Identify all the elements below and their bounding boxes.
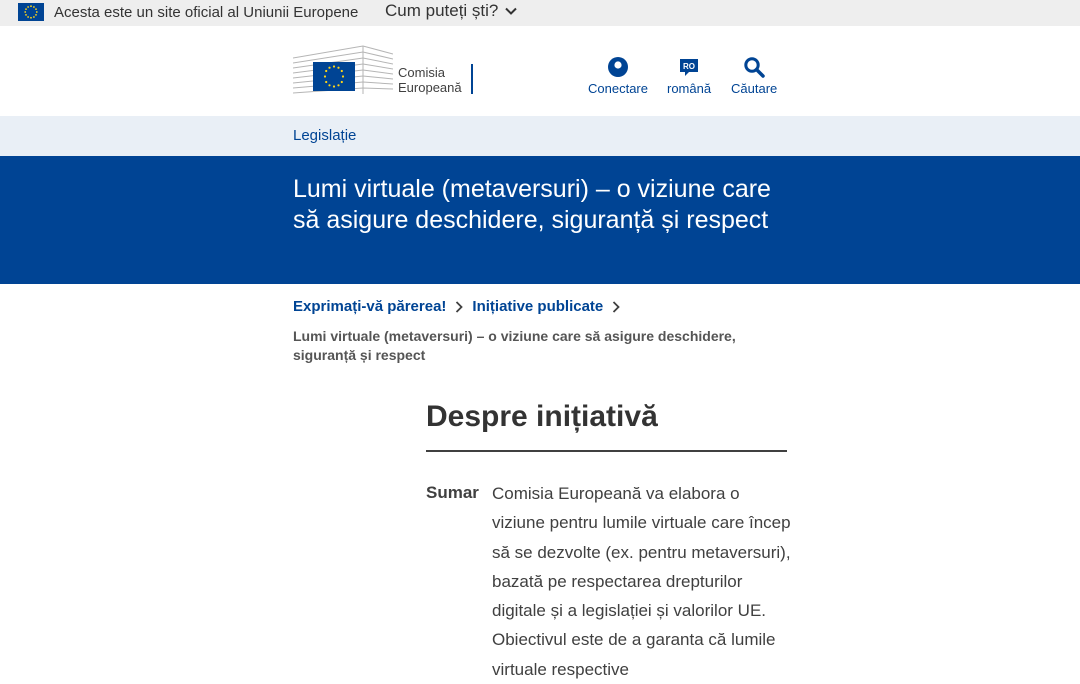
section-title: Despre inițiativă xyxy=(426,400,658,433)
commission-building-icon xyxy=(293,44,393,96)
search-label: Căutare xyxy=(731,81,778,96)
how-to-know-link[interactable] xyxy=(385,1,518,21)
user-icon xyxy=(607,56,629,78)
breadcrumb-item-have-your-say[interactable]: Exprimați-vă părerea! xyxy=(293,298,447,315)
section-divider xyxy=(426,450,787,452)
site-nav xyxy=(0,116,1080,156)
language-button[interactable] xyxy=(667,56,711,96)
login-button[interactable] xyxy=(588,56,648,96)
logo-text xyxy=(398,65,462,95)
logo-divider xyxy=(471,64,473,94)
chevron-down-icon xyxy=(504,4,518,18)
eu-flag-icon xyxy=(18,3,44,21)
chevron-right-icon xyxy=(454,301,464,313)
search-icon xyxy=(743,56,765,78)
summary-text: Comisia Europeană va elabora o viziune pentru lumile virtuale care încep să se dezvolte (ex. pentru metaversuri), bazată pe respectarea drepturilor digitale și a legislației și valorilor UE. Obiectivul este de a garanta că lumile virtuale respective xyxy=(492,484,791,679)
logo-line-1: Comisia xyxy=(398,65,445,80)
language-label: română xyxy=(667,81,712,96)
search-button[interactable] xyxy=(731,56,777,96)
breadcrumb-current: Lumi virtuale (metaversuri) – o viziune care să asigure deschidere, siguranță și respect xyxy=(293,328,736,363)
eu-official-text: Acesta este un site oficial al Uniunii Europene xyxy=(54,4,359,21)
logo-line-2: Europeană xyxy=(398,80,462,95)
nav-legislation-link[interactable]: Legislație xyxy=(293,127,357,144)
how-to-know-label: Cum puteți ști? xyxy=(385,1,499,20)
chevron-right-icon xyxy=(611,301,621,313)
summary-label: Sumar xyxy=(426,483,479,502)
breadcrumb-item-published-initiatives[interactable]: Inițiative publicate xyxy=(472,298,604,315)
login-label: Conectare xyxy=(588,81,648,96)
breadcrumb xyxy=(293,298,621,315)
page-header xyxy=(0,156,1080,284)
eu-official-bar xyxy=(0,0,1080,26)
language-bubble-icon xyxy=(678,56,700,78)
language-code: RO xyxy=(683,62,696,71)
site-header xyxy=(0,26,1080,116)
european-commission-logo[interactable] xyxy=(293,44,483,96)
page-title: Lumi virtuale (metaversuri) – o viziune care să asigure deschidere, siguranță și respect xyxy=(293,175,771,234)
